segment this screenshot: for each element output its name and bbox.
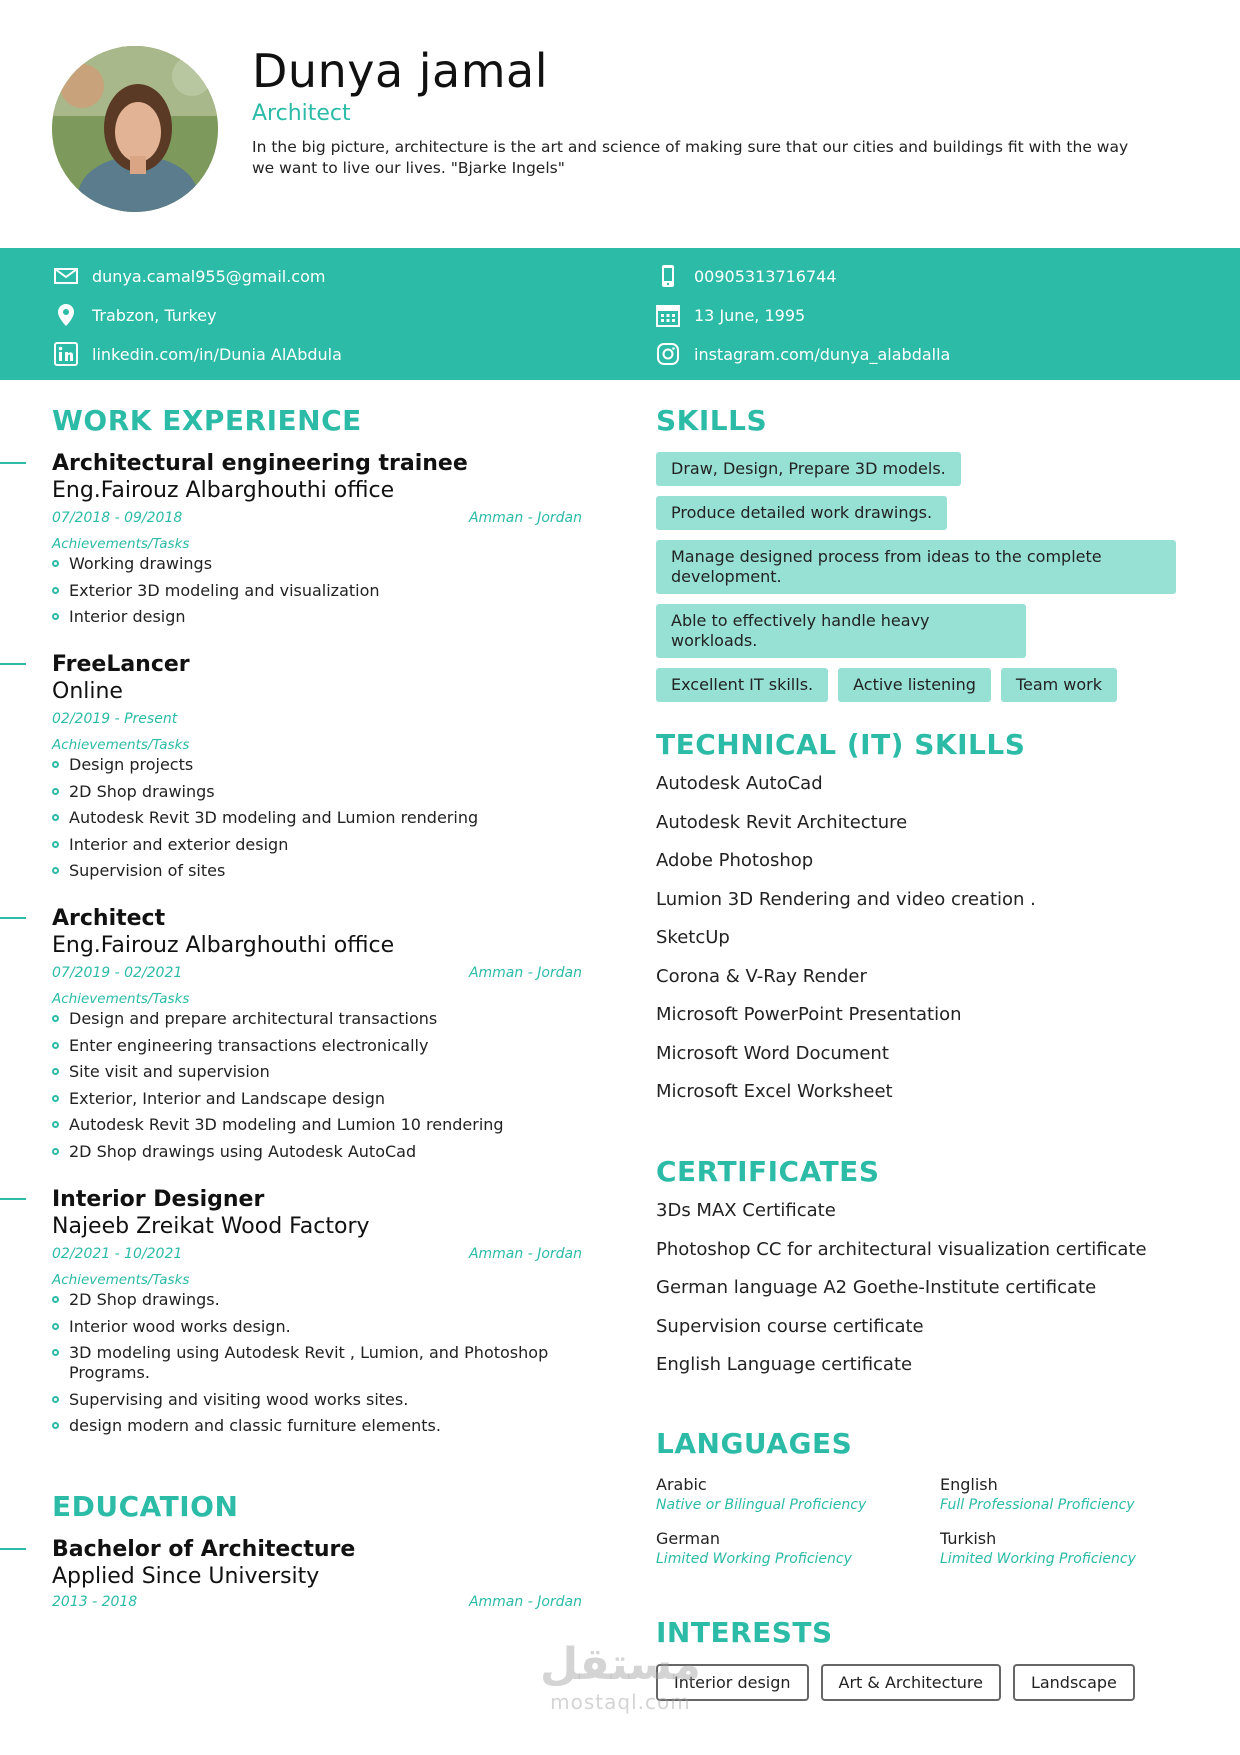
task-item: Enter engineering transactions electronically [52, 1036, 582, 1056]
contact-linkedin[interactable] [54, 342, 342, 366]
task-item: Site visit and supervision [52, 1062, 582, 1082]
job-entry [52, 905, 582, 1168]
job-entry [52, 1186, 582, 1443]
technical-skill-item: Autodesk AutoCad [656, 773, 823, 794]
candidate-name: Dunya jamal [252, 44, 549, 98]
contact-birthdate-text: 13 June, 1995 [694, 305, 806, 325]
task-item: Supervising and visiting wood works sites. [52, 1390, 582, 1410]
linkedin-icon [54, 342, 78, 366]
achievements-label: Achievements/Tasks [52, 536, 190, 552]
task-list [52, 1009, 582, 1162]
contact-linkedin-text: linkedin.com/in/Dunia AlAbdula [92, 344, 342, 364]
entry-marker [0, 1548, 26, 1550]
job-title: Architectural engineering trainee [52, 451, 468, 476]
task-item: Interior design [52, 607, 582, 627]
certificates-heading: CERTIFICATES [656, 1155, 880, 1188]
job-dates: 02/2021 - 10/2021 [52, 1246, 183, 1262]
education-heading: EDUCATION [52, 1490, 239, 1523]
job-organization: Eng.Fairouz Albarghouthi office [52, 478, 395, 503]
education-entry [52, 1536, 582, 1618]
job-title: Architect [52, 906, 166, 931]
contact-email[interactable] [54, 264, 325, 288]
task-item: Exterior 3D modeling and visualization [52, 581, 582, 601]
contact-phone-text: 00905313716744 [694, 266, 837, 286]
job-entry [52, 450, 582, 634]
education-school: Applied Since University [52, 1564, 320, 1589]
map-pin-icon [54, 303, 78, 327]
work-experience-heading: WORK EXPERIENCE [52, 404, 362, 437]
task-item: Design and prepare architectural transactions [52, 1009, 582, 1029]
contact-location [54, 303, 217, 327]
job-location: Amman - Jordan [468, 510, 582, 526]
entry-marker [0, 1198, 26, 1200]
technical-skill-item: Microsoft Word Document [656, 1042, 889, 1064]
language-level: Native or Bilingual Proficiency [656, 1497, 867, 1513]
job-meta [52, 965, 582, 989]
calendar-icon [656, 303, 680, 327]
contact-instagram-text: instagram.com/dunya_alabdalla [694, 344, 951, 364]
language-level: Limited Working Proficiency [940, 1551, 1136, 1567]
technical-skill-item: Adobe Photoshop [656, 850, 814, 871]
technical-skill-item: Corona & V-Ray Render [656, 965, 867, 987]
contact-phone[interactable] [656, 264, 837, 288]
languages-heading: LANGUAGES [656, 1427, 853, 1460]
watermark [540, 1640, 701, 1714]
skills-heading: SKILLS [656, 404, 768, 437]
language-item [940, 1528, 1136, 1569]
skill-chip: Able to effectively handle heavy workloads. [656, 604, 1026, 658]
contact-instagram[interactable] [656, 342, 950, 366]
technical-skill-item: Microsoft PowerPoint Presentation [656, 1004, 962, 1025]
job-title: Interior Designer [52, 1187, 265, 1212]
job-organization: Eng.Fairouz Albarghouthi office [52, 933, 395, 958]
education-location: Amman - Jordan [468, 1594, 582, 1610]
job-meta [52, 510, 582, 534]
job-location: Amman - Jordan [468, 1246, 582, 1262]
profile-photo-illustration [52, 46, 218, 212]
interest-tag: Interior design [656, 1664, 809, 1701]
job-dates: 07/2018 - 09/2018 [52, 510, 183, 526]
achievements-label: Achievements/Tasks [52, 737, 190, 753]
interest-tag: Landscape [1013, 1664, 1135, 1701]
skills-list [656, 452, 1176, 702]
certificate-item: 3Ds MAX Certificate [656, 1200, 836, 1221]
interests-list [656, 1664, 1135, 1701]
certificate-item: English Language certificate [656, 1354, 913, 1375]
certificate-item: Photoshop CC for architectural visualization certificate [656, 1238, 1147, 1260]
job-dates: 02/2019 - Present [52, 711, 178, 727]
job-organization: Online [52, 679, 123, 704]
skill-chip: Produce detailed work drawings. [656, 496, 947, 530]
technical-skills-list [656, 772, 1036, 1119]
task-list [52, 755, 582, 881]
interest-tag: Art & Architecture [821, 1664, 1001, 1701]
task-item: 2D Shop drawings. [52, 1290, 582, 1310]
language-name: Arabic [656, 1475, 707, 1494]
language-level: Full Professional Proficiency [940, 1497, 1135, 1513]
entry-marker [0, 663, 26, 665]
technical-skill-item: Autodesk Revit Architecture [656, 811, 908, 833]
certificate-item: Supervision course certificate [656, 1315, 924, 1337]
technical-skill-item: Microsoft Excel Worksheet [656, 1081, 893, 1102]
contact-location-text: Trabzon, Turkey [92, 305, 217, 325]
entry-marker [0, 462, 26, 464]
job-organization: Najeeb Zreikat Wood Factory [52, 1214, 370, 1239]
task-list [52, 1290, 582, 1436]
education-meta [52, 1594, 582, 1618]
language-item [656, 1528, 852, 1569]
job-title: FreeLancer [52, 652, 190, 677]
language-level: Limited Working Proficiency [656, 1551, 852, 1567]
technical-skill-item: Lumion 3D Rendering and video creation . [656, 888, 1036, 910]
education-degree: Bachelor of Architecture [52, 1537, 356, 1562]
job-meta [52, 1246, 582, 1270]
certificates-list [656, 1199, 1147, 1392]
task-list [52, 554, 582, 627]
task-item: 2D Shop drawings [52, 782, 582, 802]
task-item: Autodesk Revit 3D modeling and Lumion rendering [52, 808, 582, 828]
entry-marker [0, 917, 26, 919]
task-item: Working drawings [52, 554, 582, 574]
job-location: Amman - Jordan [468, 965, 582, 981]
skill-chip: Draw, Design, Prepare 3D models. [656, 452, 961, 486]
language-name: English [940, 1475, 998, 1494]
technical-skill-item: SketcUp [656, 927, 730, 948]
profile-photo [52, 46, 218, 212]
achievements-label: Achievements/Tasks [52, 1272, 190, 1288]
language-name: Turkish [940, 1529, 997, 1548]
candidate-role: Architect [252, 101, 351, 126]
language-item [656, 1474, 866, 1515]
interests-heading: INTERESTS [656, 1616, 833, 1649]
task-item: 3D modeling using Autodesk Revit , Lumion, and Photoshop Programs. [52, 1343, 582, 1383]
task-item: Supervision of sites [52, 861, 582, 881]
skill-chip: Active listening [838, 668, 991, 702]
education-dates: 2013 - 2018 [52, 1594, 138, 1610]
phone-icon [656, 264, 680, 288]
task-item: Interior and exterior design [52, 835, 582, 855]
task-item: Design projects [52, 755, 582, 775]
profile-quote: In the big picture, architecture is the art and science of making sure that our cities and buildings fit with the way we want to live our lives. "Bjarke Ingels" [252, 138, 1129, 177]
contact-birthdate [656, 303, 805, 327]
skill-chip: Manage designed process from ideas to the complete development. [656, 540, 1176, 594]
envelope-icon [54, 264, 78, 288]
job-dates: 07/2019 - 02/2021 [52, 965, 183, 981]
task-item: Autodesk Revit 3D modeling and Lumion 10 rendering [52, 1115, 582, 1135]
task-item: Interior wood works design. [52, 1317, 582, 1337]
task-item: design modern and classic furniture elements. [52, 1416, 582, 1436]
technical-skills-heading: TECHNICAL (IT) SKILLS [656, 728, 1026, 761]
skill-chip: Team work [1001, 668, 1117, 702]
achievements-label: Achievements/Tasks [52, 991, 190, 1007]
job-meta [52, 711, 582, 735]
language-item [940, 1474, 1135, 1515]
contact-email-text: dunya.camal955@gmail.com [92, 266, 326, 286]
watermark-arabic: مستقل [540, 1639, 701, 1690]
task-item: Exterior, Interior and Landscape design [52, 1089, 582, 1109]
watermark-latin: mostaql.com [550, 1690, 691, 1714]
language-name: German [656, 1529, 721, 1548]
skill-chip: Excellent IT skills. [656, 668, 828, 702]
instagram-icon [656, 342, 680, 366]
job-entry [52, 651, 582, 888]
certificate-item: German language A2 Goethe-Institute certificate [656, 1277, 1097, 1298]
task-item: 2D Shop drawings using Autodesk AutoCad [52, 1142, 582, 1162]
